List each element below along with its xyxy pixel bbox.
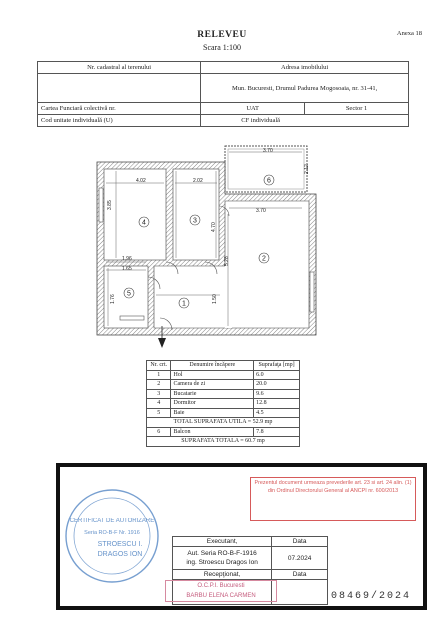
seal-series-text: Seria RO-B-F Nr. 1916	[84, 530, 140, 536]
sector-value: Sector 1	[305, 103, 409, 115]
room-number-2-label: 2	[262, 255, 266, 263]
table-row	[147, 389, 300, 399]
room-number-2	[258, 251, 270, 269]
address-label: Adresa imobilului	[201, 62, 409, 74]
room-4-area	[104, 169, 166, 260]
window-right	[310, 272, 314, 312]
page-title: RELEVEU	[197, 30, 247, 40]
window-left	[99, 188, 103, 222]
reception-label: Recepţionat,	[173, 570, 272, 580]
table-row	[147, 408, 300, 418]
area-table-header-nr: Nr. crt.	[147, 361, 171, 371]
dim-150: 1.50	[212, 294, 218, 304]
row-nr: 5	[147, 408, 171, 418]
executant-name: ing. Stroescu Dragos Ion	[186, 559, 258, 566]
reception-date-label: Data	[272, 570, 328, 580]
authorization-seal-icon	[62, 486, 162, 586]
row-area: 9.6	[254, 389, 300, 399]
dim-196: 1.96	[122, 256, 132, 262]
seal-certificate-text: CERTIFICAT DE AUTORIZARE	[69, 518, 155, 524]
ancpi-notice-stamp: Prezentul document urmeaza prevederile art. 23 si art. 24 alin. (1) din Ordinul Directorului General al ANCPI nr. 600/2013	[250, 477, 416, 521]
dim-370-living: 3.70	[256, 208, 266, 214]
row-nr: 1	[147, 370, 171, 380]
row-area: 12.8	[254, 399, 300, 409]
row-name: Balcon	[171, 427, 254, 437]
unit-code-label: Cod unitate individuală (U)	[38, 115, 201, 127]
reception-office: O.C.P.I. Bucuresti	[197, 583, 245, 589]
cadastral-label: Nr. cadastral al terenului	[38, 62, 201, 74]
row-nr: 3	[147, 389, 171, 399]
executant-identity	[173, 547, 272, 570]
land-book-label: Cartea Funciară colectivă nr.	[38, 103, 201, 115]
scale-label: Scara 1:100	[203, 43, 241, 52]
area-table	[146, 360, 300, 447]
row-nr: 2	[147, 380, 171, 390]
room-number-4	[138, 215, 150, 233]
room-number-1	[178, 296, 190, 314]
row-area: 7.8	[254, 427, 300, 437]
total-useful-area: TOTAL SUPRAFATA UTILA = 52.9 mp	[147, 418, 300, 428]
area-table-header-area: Suprafaţa [mp]	[254, 361, 300, 371]
dim-528: 5.28	[224, 256, 230, 266]
dim-470: 4.70	[211, 222, 217, 232]
area-table-header-name: Denumire încăpere	[171, 361, 254, 371]
dim-402: 4.02	[136, 178, 146, 184]
row-name: Baie	[171, 408, 254, 418]
room-number-5	[123, 286, 135, 304]
row-name: Hol	[171, 370, 254, 380]
uat-label: UAT	[201, 103, 305, 115]
row-area: 6.0	[254, 370, 300, 380]
room-number-6	[263, 173, 275, 191]
dim-176: 1.76	[110, 294, 116, 304]
row-name: Bucatarie	[171, 389, 254, 399]
table-row	[147, 370, 300, 380]
dim-165: 1.65	[122, 266, 132, 272]
dim-370-balcony: 3.70	[263, 148, 273, 154]
entrance-arrow-icon	[158, 338, 166, 348]
row-nr: 6	[147, 427, 171, 437]
room-number-1-label: 1	[182, 300, 186, 308]
table-row	[147, 399, 300, 409]
room-number-5-label: 5	[127, 290, 131, 298]
table-row	[147, 380, 300, 390]
room-number-4-label: 4	[142, 219, 146, 227]
dim-202: 2.02	[193, 178, 203, 184]
row-area: 4.5	[254, 408, 300, 418]
room-number-3-label: 3	[193, 217, 197, 225]
executant-label: Executant,	[173, 537, 272, 547]
total-area: SUPRAFATA TOTALA = 60.7 mp	[147, 437, 300, 447]
seal-name-line2: DRAGOS ION	[97, 551, 143, 558]
document-number: 08469/2024	[331, 591, 412, 602]
row-nr: 4	[147, 399, 171, 409]
executant-date: 07.2024	[272, 547, 328, 570]
executant-date-label: Data	[272, 537, 328, 547]
dim-385: 3.85	[107, 200, 113, 210]
reception-date	[272, 580, 328, 605]
cf-label: CF individuală	[201, 115, 409, 127]
seal-name-line1: STROESCU I.	[97, 541, 143, 548]
row-area: 20.0	[254, 380, 300, 390]
window-bath	[120, 316, 144, 320]
room-number-6-label: 6	[267, 177, 271, 185]
table-row	[147, 427, 300, 437]
room-number-3	[189, 213, 201, 231]
executant-authorization: Aut. Seria RO-B-F-1916	[187, 550, 257, 557]
executant-table	[172, 536, 328, 605]
annex-label: Anexa 18	[396, 30, 422, 37]
address-value: Mun. Bucuresti, Drumul Padurea Mogosoaia, nr. 31-41,	[201, 74, 409, 103]
dim-212: 2.12	[304, 164, 310, 174]
row-name: Dormitor	[171, 399, 254, 409]
reception-stamp	[165, 580, 277, 602]
reception-officer: BARBU ELENA CARMEN	[186, 593, 256, 599]
row-name: Camera de zi	[171, 380, 254, 390]
reception-signature-cell	[173, 580, 272, 605]
